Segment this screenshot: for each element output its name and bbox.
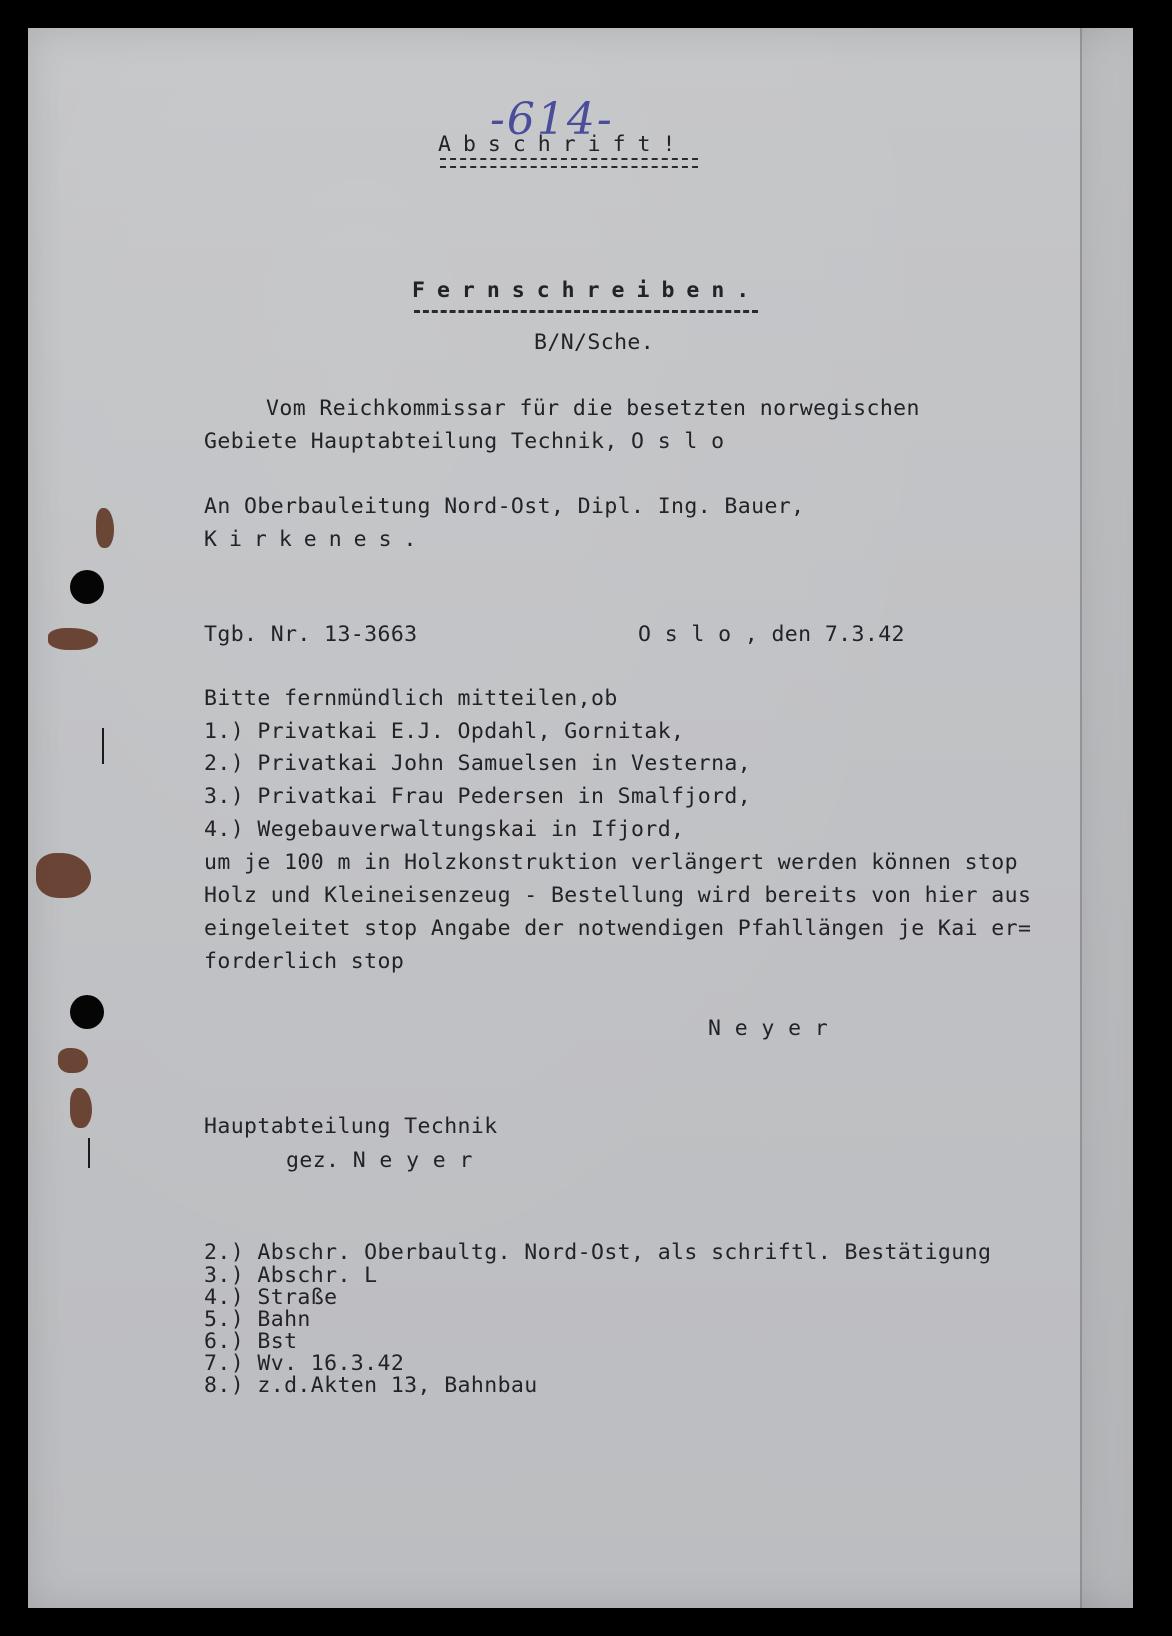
list-item: 1.) Privatkai E.J. Opdahl, Gornitak,: [204, 719, 685, 744]
body-paragraph-line: um je 100 m in Holzkonstruktion verlängert werden können stop: [204, 850, 1018, 875]
distribution-item: 2.) Abschr. Oberbaultg. Nord-Ost, als schriftl. Bestätigung: [204, 1240, 992, 1265]
fold-shadow: [1082, 28, 1133, 1608]
signature-name: N e y e r: [708, 1016, 829, 1041]
body-paragraph-line: Holz und Kleineisenzeug - Bestellung wird bereits von hier aus: [204, 883, 1032, 908]
list-item: 2.) Privatkai John Samuelsen in Vesterna,: [204, 751, 752, 776]
punch-hole-bottom: [70, 995, 104, 1029]
body-paragraph-line: forderlich stop: [204, 949, 405, 974]
rust-stain: [58, 1048, 88, 1073]
rust-stain: [36, 853, 91, 898]
rust-stain: [70, 1088, 92, 1128]
rust-stain: [96, 508, 114, 548]
copy-label: Abschrift!: [438, 132, 688, 157]
reference-code: B/N/Sche.: [534, 330, 655, 355]
margin-mark: [102, 728, 104, 764]
paper-sheet: [28, 28, 1133, 1608]
distribution-item: 7.) Wv. 16.3.42: [204, 1351, 405, 1376]
recipient-line-1: An Oberbauleitung Nord-Ost, Dipl. Ing. Bauer,: [204, 494, 805, 519]
signature-signed: gez. N e y e r: [286, 1148, 473, 1173]
sender-line-1: Vom Reichkommissar für die besetzten norwegischen: [266, 396, 920, 421]
journal-number: Tgb. Nr. 13-3663: [204, 622, 418, 647]
distribution-item: 8.) z.d.Akten 13, Bahnbau: [204, 1373, 538, 1398]
distribution-item: 4.) Straße: [204, 1285, 338, 1310]
sender-line-2: Gebiete Hauptabteilung Technik, O s l o: [204, 429, 725, 454]
copy-label-underline: [440, 158, 698, 168]
list-item: 3.) Privatkai Frau Pedersen in Smalfjord,: [204, 784, 752, 809]
document-type: Fernschreiben.: [412, 278, 762, 303]
distribution-item: 6.) Bst: [204, 1329, 298, 1354]
signature-department: Hauptabteilung Technik: [204, 1114, 498, 1139]
margin-mark: [88, 1138, 90, 1168]
rust-stain: [48, 628, 98, 650]
body-paragraph-line: eingeleitet stop Angabe der notwendigen Pfahllängen je Kai er=: [204, 916, 1032, 941]
place-date: O s l o , den 7.3.42: [638, 622, 905, 647]
distribution-item: 3.) Abschr. L: [204, 1263, 378, 1288]
handwritten-page-number: -614-: [490, 94, 614, 145]
recipient-line-2: Kirkenes.: [204, 527, 429, 552]
list-item: 4.) Wegebauverwaltungskai in Ifjord,: [204, 817, 685, 842]
punch-hole-top: [70, 570, 104, 604]
document-type-underline: [414, 310, 758, 313]
distribution-item: 5.) Bahn: [204, 1307, 311, 1332]
body-intro: Bitte fernmündlich mitteilen,ob: [204, 686, 618, 711]
